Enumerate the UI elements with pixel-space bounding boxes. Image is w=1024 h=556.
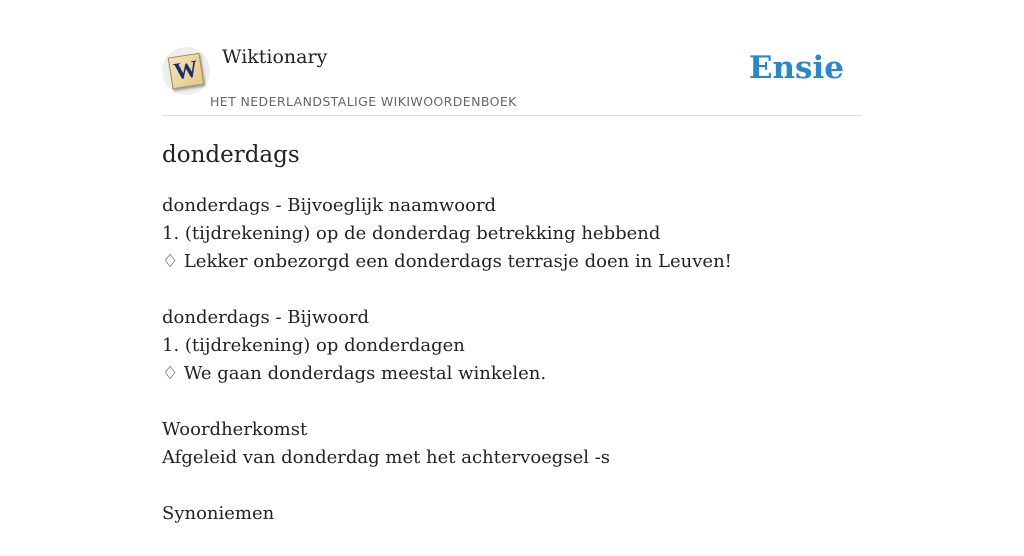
definition-text: 1. (tijdrekening) op de donderdag betrekking hebbend xyxy=(162,223,661,244)
section-adjective xyxy=(162,192,862,276)
site-header xyxy=(162,0,862,116)
example-text: ♢ Lekker onbezorgd een donderdags terrasje doen in Leuven! xyxy=(162,251,732,272)
definition-text: 1. (tijdrekening) op donderdagen xyxy=(162,335,465,356)
wiktionary-logo-link[interactable] xyxy=(162,47,210,95)
section-heading: Synoniemen xyxy=(162,503,275,524)
wiktionary-logo-icon: W xyxy=(168,53,205,90)
site-name-link[interactable]: Wiktionary xyxy=(222,46,328,68)
example-text: ♢ We gaan donderdags meestal winkelen. xyxy=(162,363,547,384)
etymology-text: Afgeleid van donderdag met het achtervoegsel -s xyxy=(162,447,611,468)
section-adverb xyxy=(162,304,862,388)
main-content xyxy=(162,140,862,556)
section-heading: donderdags - Bijwoord xyxy=(162,307,370,328)
site-tagline: HET NEDERLANDSTALIGE WIKIWOORDENBOEK xyxy=(210,94,517,109)
section-heading: donderdags - Bijvoeglijk naamwoord xyxy=(162,195,497,216)
page-title: donderdags xyxy=(162,142,300,168)
section-heading: Woordherkomst xyxy=(162,419,308,440)
section-etymology xyxy=(162,416,862,472)
section-synonyms xyxy=(162,500,862,528)
ensie-brand-link[interactable]: Ensie xyxy=(748,50,844,86)
